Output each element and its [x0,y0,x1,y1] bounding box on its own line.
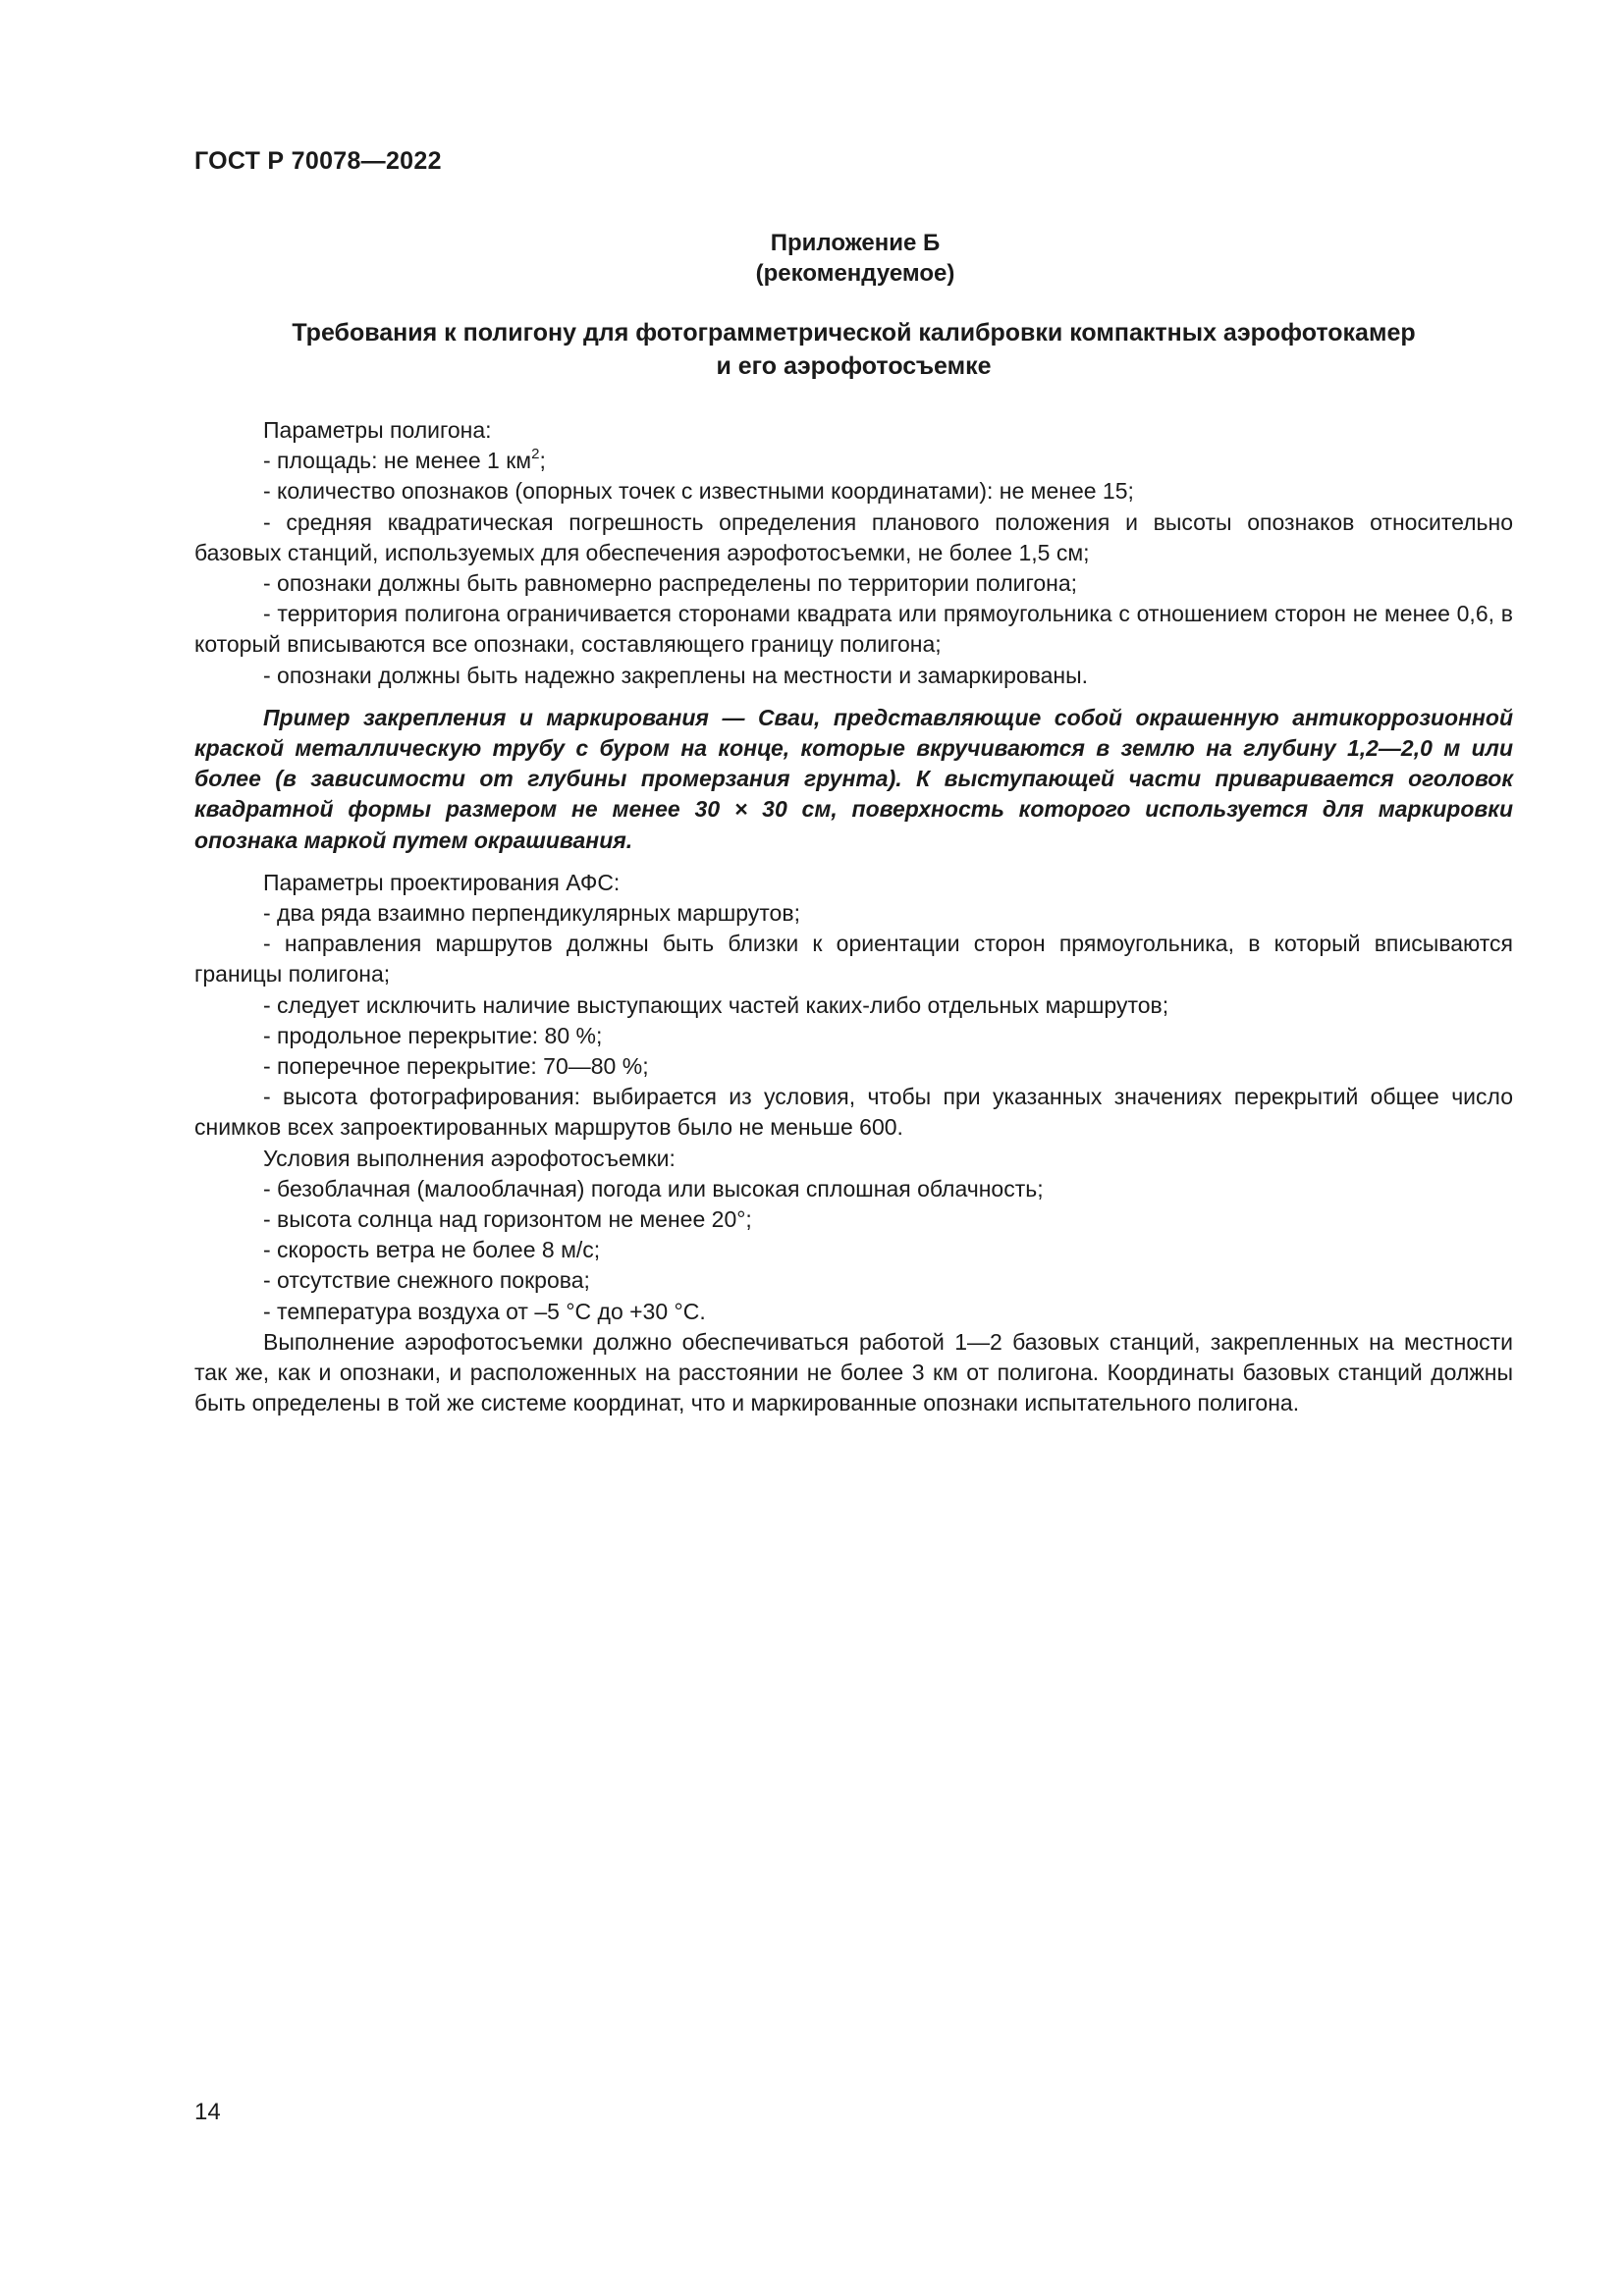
list-item: - опознаки должны быть равномерно распределены по территории полигона; [263,570,1078,597]
example-note: Пример закрепления и маркирования — Сваи, представляющие собой окрашенную антикоррозионной краской металлическую трубу с буром на конце, которые вкручиваются в землю на глубину 1,2—2,0 м или более (в зависимости от глубины промерзания грунта). К выступающей части приваривается оголовок квадратной формы размером не менее 30 × 30 см, поверхность которого используется для маркировки опознака маркой путем окрашивания. [194,704,1513,853]
list-item: - территория полигона ограничивается сторонами квадрата или прямоугольника с отношением сторон не менее 0,6, в который вписываются все опознаки, составляющего границу полигона; [194,601,1513,658]
list-item: - опознаки должны быть надежно закреплены на местности и замаркированы. [263,662,1089,688]
list-item: - скорость ветра не более 8 м/с; [263,1237,601,1263]
title-line-2: и его аэрофотосъемке [716,352,992,380]
list-item: - высота солнца над горизонтом не менее 20°; [263,1206,752,1233]
list-item: - средняя квадратическая погрешность определения планового положения и высоты опознаков относительно базовых станций, используемых для обеспечения аэрофотосъемки, не более 1,5 см; [194,508,1513,565]
section-intro: Условия выполнения аэрофотосъемки: [263,1145,676,1171]
list-item: - высота фотографирования: выбирается из условия, чтобы при указанных значениях перекрытий общее число снимков всех запроектированных маршрутов было не меньше 600. [194,1084,1513,1141]
list-item [194,446,1513,476]
appendix-title [194,316,1513,383]
section-intro: Параметры проектирования АФС: [263,869,621,895]
list-item: - количество опознаков (опорных точек с известными координатами): не менее 15; [263,478,1134,505]
area-suffix: ; [539,448,546,474]
closing-paragraph: Выполнение аэрофотосъемки должно обеспечиваться работой 1—2 базовых станций, закрепленных на местности так же, как и опознаки, и расположенных на расстоянии не более 3 км от полигона. Координаты базовых станций должны быть определены в той же системе координат, что и маркированные опознаки испытательного полигона. [194,1328,1513,1416]
list-item: - два ряда взаимно перпендикулярных маршрутов; [263,900,800,927]
list-item: - продольное перекрытие: 80 %; [263,1022,603,1048]
list-item: - отсутствие снежного покрова; [263,1267,590,1294]
list-item: - поперечное перекрытие: 70—80 %; [263,1053,649,1080]
area-superscript: 2 [531,445,540,462]
title-line-1: Требования к полигону для фотограмметрической калибровки компактных аэрофотокамер [292,319,1416,347]
list-item: - температура воздуха от –5 °C до +30 °C. [263,1298,706,1324]
section-intro: Параметры полигона: [263,417,492,443]
appendix-heading [0,228,1624,289]
appendix-kind: (рекомендуемое) [755,260,955,287]
area-text: - площадь: не менее 1 км [263,448,532,474]
document-code: ГОСТ Р 70078—2022 [194,147,442,175]
list-item: - следует исключить наличие выступающих частей каких-либо отдельных маршрутов; [263,991,1169,1018]
page-number: 14 [194,2099,221,2125]
list-item: - безоблачная (малооблачная) погода или высокая сплошная облачность; [263,1175,1044,1201]
list-item: - направления маршрутов должны быть близки к ориентации сторон прямоугольника, в который вписываются границы полигона; [194,931,1513,988]
document-body [194,415,1513,1419]
appendix-label: Приложение Б [770,230,941,256]
